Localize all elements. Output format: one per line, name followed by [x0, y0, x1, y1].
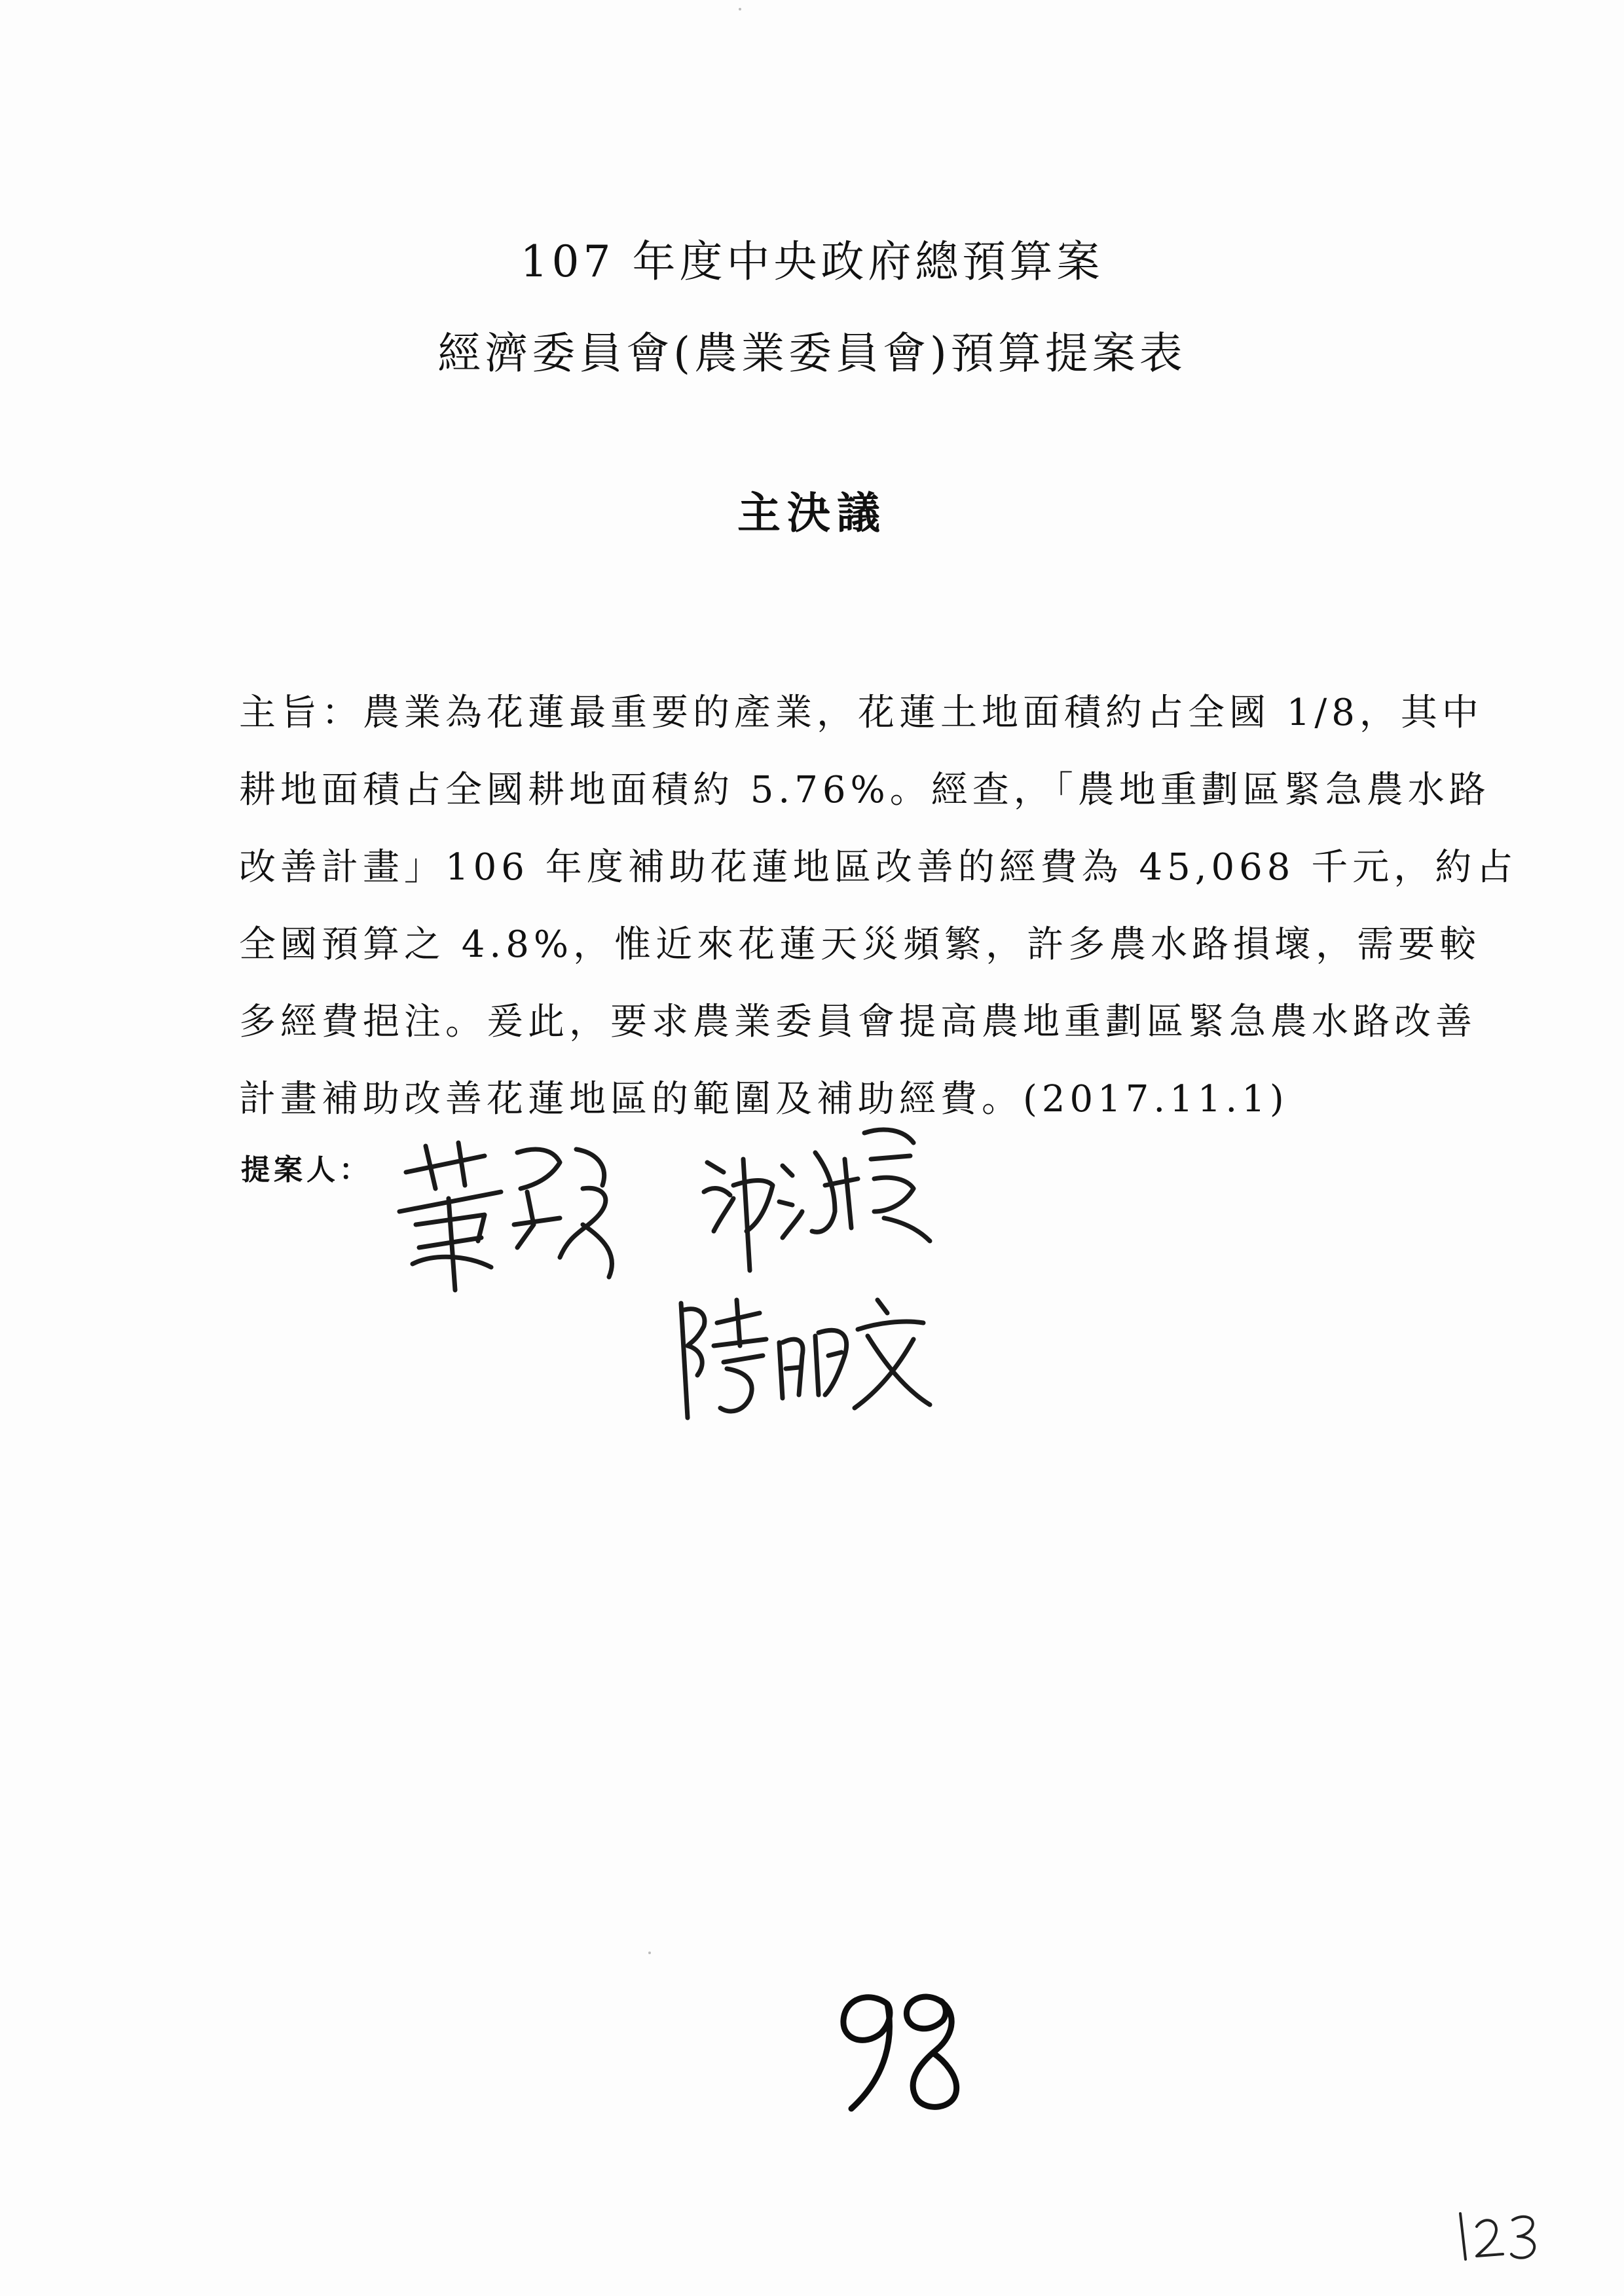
- handwritten-page-number: [825, 1978, 969, 2124]
- document-subtitle: 經濟委員會(農業委員會)預算提案表: [437, 328, 1187, 379]
- proposal-body: [239, 675, 1518, 1138]
- body-line: 計畫補助改善花蓮地區的範圍及補助經費。(2017.11.1): [239, 1078, 1289, 1120]
- scan-artifact: [648, 1952, 651, 1954]
- body-line: 全國預算之 4.8%，惟近來花蓮天災頻繁，許多農水路損壞，需要較: [239, 923, 1481, 966]
- handwritten-corner-number: [1447, 2200, 1552, 2268]
- scan-artifact: [739, 8, 741, 10]
- proposer-label: 提案人：: [241, 1153, 372, 1187]
- signature-2: [694, 1113, 943, 1297]
- body-line: 耕地面積占全國耕地面積約 5.76%。經查，「農地重劃區緊急農水路: [239, 769, 1490, 811]
- body-line: 多經費挹注。爰此，要求農業委員會提高農地重劃區緊急農水路改善: [239, 1001, 1477, 1043]
- title-block: [0, 216, 1624, 399]
- signature-3: [668, 1284, 943, 1428]
- body-line: 改善計畫」106 年度補助花蓮地區改善的經費為 45,068 千元，約占: [239, 846, 1518, 889]
- document-title: 107 年度中央政府總預算案: [520, 236, 1104, 287]
- section-heading: 主決議: [737, 487, 887, 538]
- signature-1: [386, 1126, 635, 1297]
- body-line: 主旨：農業為花蓮最重要的產業，花蓮土地面積約占全國 1/8，其中: [239, 692, 1483, 734]
